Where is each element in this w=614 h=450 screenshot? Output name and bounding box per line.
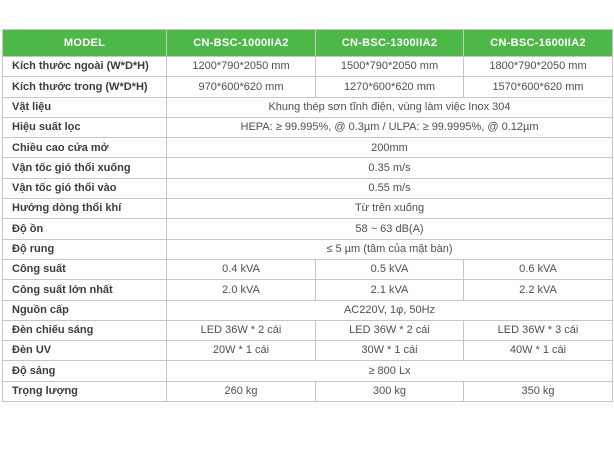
spec-label: Độ ồn bbox=[3, 219, 167, 239]
spec-value: 2.1 kVA bbox=[316, 280, 464, 300]
spec-label: Vận tốc gió thổi vào bbox=[3, 178, 167, 198]
spec-label: Đèn UV bbox=[3, 341, 167, 361]
table-row bbox=[3, 239, 613, 259]
table-row bbox=[3, 199, 613, 219]
column-header-model: MODEL bbox=[3, 30, 167, 57]
table-row bbox=[3, 361, 613, 381]
spec-value: LED 36W * 2 cái bbox=[316, 320, 464, 340]
spec-value: 0.6 kVA bbox=[464, 259, 613, 279]
spec-value: 1200*790*2050 mm bbox=[167, 57, 316, 77]
spec-value: 30W * 1 cái bbox=[316, 341, 464, 361]
table-row bbox=[3, 117, 613, 137]
spec-label: Độ rung bbox=[3, 239, 167, 259]
spec-label: Vật liệu bbox=[3, 97, 167, 117]
spec-value: ≤ 5 µm (tâm của mặt bàn) bbox=[167, 239, 613, 259]
spec-label: Đèn chiếu sáng bbox=[3, 320, 167, 340]
column-header-model-1300: CN-BSC-1300IIA2 bbox=[316, 30, 464, 57]
spec-label: Hiệu suất lọc bbox=[3, 117, 167, 137]
spec-value: 2.2 kVA bbox=[464, 280, 613, 300]
table-row bbox=[3, 280, 613, 300]
spec-value: ≥ 800 Lx bbox=[167, 361, 613, 381]
spec-value: Từ trên xuống bbox=[167, 199, 613, 219]
table-row bbox=[3, 219, 613, 239]
spec-label: Vận tốc gió thổi xuống bbox=[3, 158, 167, 178]
table-row bbox=[3, 381, 613, 401]
spec-value: 2.0 kVA bbox=[167, 280, 316, 300]
table-row bbox=[3, 138, 613, 158]
specification-table bbox=[2, 29, 613, 402]
spec-label: Trọng lượng bbox=[3, 381, 167, 401]
table-row bbox=[3, 320, 613, 340]
table-header-row bbox=[3, 30, 613, 57]
spec-label: Hướng dòng thổi khí bbox=[3, 199, 167, 219]
spec-value: 0.4 kVA bbox=[167, 259, 316, 279]
spec-value: 200mm bbox=[167, 138, 613, 158]
spec-value: 970*600*620 mm bbox=[167, 77, 316, 97]
spec-value: 40W * 1 cái bbox=[464, 341, 613, 361]
spec-value: 1800*790*2050 mm bbox=[464, 57, 613, 77]
spec-value: HEPA: ≥ 99.995%, @ 0.3µm / ULPA: ≥ 99.9995%, @ 0.12µm bbox=[167, 117, 613, 137]
spec-value: LED 36W * 3 cái bbox=[464, 320, 613, 340]
spec-value: 0.55 m/s bbox=[167, 178, 613, 198]
spec-value: 350 kg bbox=[464, 381, 613, 401]
table-row bbox=[3, 341, 613, 361]
table-row bbox=[3, 57, 613, 77]
spec-value: LED 36W * 2 cái bbox=[167, 320, 316, 340]
spec-value: Khung thép sơn tĩnh điện, vùng làm việc Inox 304 bbox=[167, 97, 613, 117]
spec-label: Chiều cao cửa mở bbox=[3, 138, 167, 158]
column-header-model-1600: CN-BSC-1600IIA2 bbox=[464, 30, 613, 57]
spec-value: 1500*790*2050 mm bbox=[316, 57, 464, 77]
table-row bbox=[3, 97, 613, 117]
spec-label: Độ sáng bbox=[3, 361, 167, 381]
table-row bbox=[3, 77, 613, 97]
table-row bbox=[3, 178, 613, 198]
spec-label: Kích thước trong (W*D*H) bbox=[3, 77, 167, 97]
spec-value: 1570*600*620 mm bbox=[464, 77, 613, 97]
table-row bbox=[3, 158, 613, 178]
spec-label: Kích thước ngoài (W*D*H) bbox=[3, 57, 167, 77]
column-header-model-1000: CN-BSC-1000IIA2 bbox=[167, 30, 316, 57]
spec-label: Công suất bbox=[3, 259, 167, 279]
spec-value: 0.5 kVA bbox=[316, 259, 464, 279]
spec-value: AC220V, 1φ, 50Hz bbox=[167, 300, 613, 320]
spec-label: Nguồn cấp bbox=[3, 300, 167, 320]
spec-value: 300 kg bbox=[316, 381, 464, 401]
spec-value: 260 kg bbox=[167, 381, 316, 401]
spec-value: 0.35 m/s bbox=[167, 158, 613, 178]
spec-value: 58 ~ 63 dB(A) bbox=[167, 219, 613, 239]
table-row bbox=[3, 259, 613, 279]
spec-value: 1270*600*620 mm bbox=[316, 77, 464, 97]
spec-label: Công suất lớn nhất bbox=[3, 280, 167, 300]
table-row bbox=[3, 300, 613, 320]
spec-value: 20W * 1 cái bbox=[167, 341, 316, 361]
